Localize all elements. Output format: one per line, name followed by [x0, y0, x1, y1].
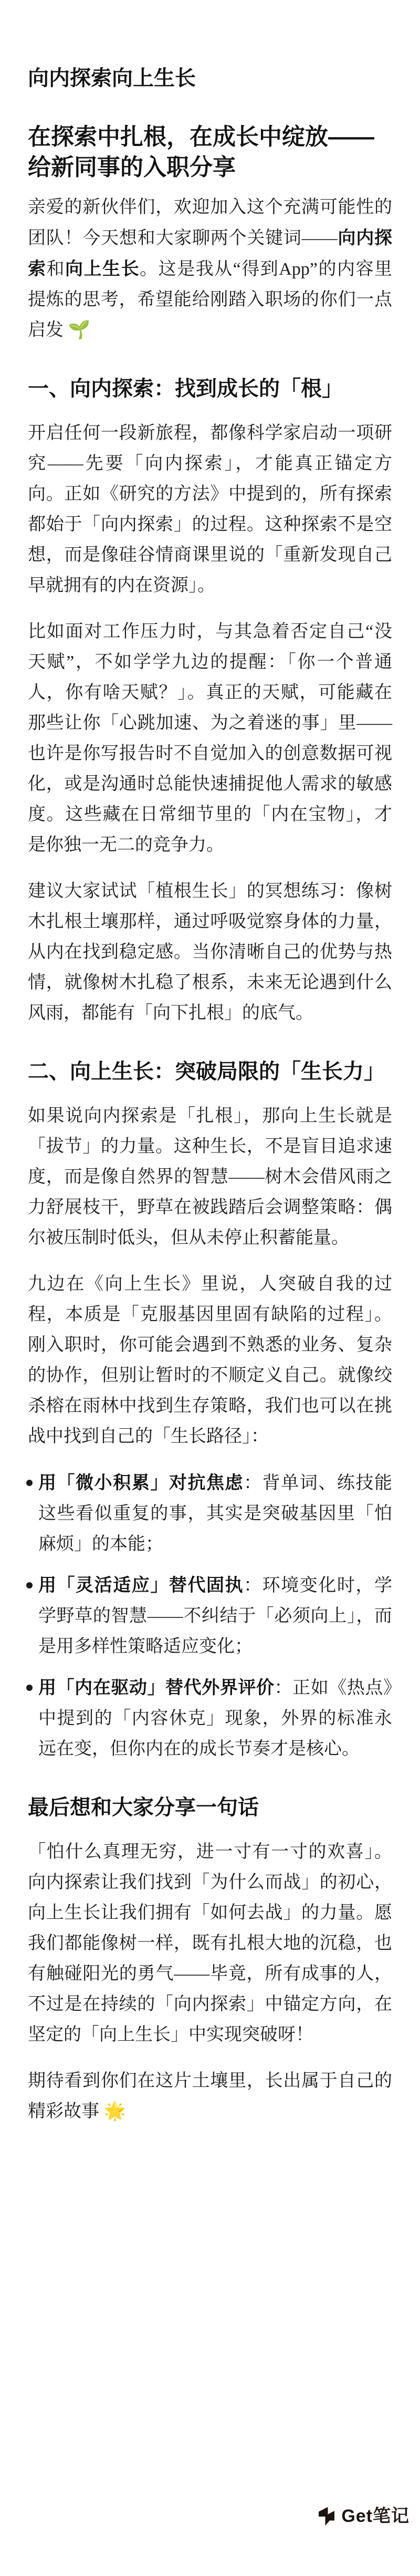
text-run: ：背单词、练技能这些看似重复的事，其实是突破基因里「怕麻烦」的本能； [38, 1473, 393, 1554]
bold-text-run: 向内探索 [28, 228, 393, 279]
text-run: 建议大家试试「植根生长」的冥想练习：像树木扎根土壤那样，通过呼吸觉察身体的力量，从内在找到稳定感。当你清晰自己的优势与热情，就像树木扎稳了根系，未来无论遇到什么风雨，都能有「向下扎根」的底气。 [28, 881, 392, 1023]
text-run: 开启任何一段新旅程，都像科学家启动一项研究——先要「向内探索」，才能真正锚定方向。正如《研究的方法》中提到的，所有探索都始于「向内探索」的过程。这种探索不是空想，而是像硅谷情商课里说的「重新发现自己早就拥有的内在资源」。 [28, 423, 392, 595]
bold-text-run: 用「灵活适应」替代固执 [38, 1575, 244, 1595]
page-title: 向内探索向上生长 [28, 67, 196, 90]
paragraph [28, 2066, 392, 2127]
list-item [38, 1673, 392, 1764]
text-run: 九边在《向上生长》里说，人突破自我的过程，本质是「克服基因里固有缺陷的过程」。刚入职时，你可能会遇到不熟悉的业务、复杂的协作，但别让暂时的不顺定义自己。就像绞杀榕在雨林中找到生存策略，我们也可以在挑战中找到自己的「生长路径」： [28, 1274, 392, 1446]
text-run: 比如面对工作压力时，与其急着否定自己“没天赋”，不如学学九边的提醒：「你一个普通人，你有啥天赋？」。真正的天赋，可能藏在那些让你「心跳加速、为之着迷的事」里——也许是你写报告时不自觉加入的创意数据可视化，或是沟通时总能快速捕捉他人需求的敏感度。这些藏在日常细节里的「内在宝物」，才是你独一无二的竞争力。 [28, 622, 392, 855]
paragraph [28, 617, 392, 860]
text-run: ：环境变化时，学学野草的智慧——不纠结于「必须向上」，而是用多样性策略适应变化； [38, 1576, 393, 1656]
brand-name: Get笔记 [341, 2506, 410, 2526]
bullet-list [28, 1468, 392, 1764]
document-subtitle: 在探索中扎根，在成长中绽放——给新同事的入职分享 [28, 124, 374, 180]
text-run: 亲爱的新伙伴们，欢迎加入这个充满可能性的团队！今天想和大家聊两个关键词—— [28, 198, 392, 248]
bold-text-run: 用「内在驱动」替代外界评价 [38, 1678, 275, 1698]
list-item [38, 1468, 392, 1560]
document-body [28, 65, 392, 2127]
paragraph [28, 876, 392, 1029]
list-item [38, 1570, 392, 1662]
section-heading: 一、向内探索：找到成长的「根」 [28, 377, 343, 400]
text-run: 期待看到你们在这片土壤里，长出属于自己的精彩故事 🌟 [28, 2071, 392, 2121]
get-notes-logo-icon [319, 2506, 334, 2527]
paragraph [28, 192, 392, 346]
text-run: ：正如《热点》中提到的「内容休克」现象，外界的标准永远在变，但你内在的成长节奏才是核心。 [38, 1678, 393, 1759]
text-run: 「怕什么真理无穷，进一寸有一寸的欢喜」。向内探索让我们找到「为什么而战」的初心，向上生长让我们拥有「如何去战」的力量。愿我们都能像树一样，既有扎根大地的沉稳，也有触碰阳光的勇气——毕竟，所有成事的人，不过是在持续的「向内探索」中锚定方向，在坚定的「向上生长」中实现突破呀！ [28, 1842, 392, 2044]
section-heading: 最后想和大家分享一句话 [28, 1796, 259, 1819]
paragraph [28, 1269, 392, 1452]
paragraph [28, 1101, 392, 1253]
text-run: 和 [46, 259, 66, 279]
paragraph [28, 1837, 392, 2050]
bold-text-run: 向上生长 [65, 259, 140, 279]
text-run: 如果说向内探索是「扎根」，那向上生长就是「拔节」的力量。这种生长，不是盲目追求速度，而是像自然界的智慧——树木会借风雨之力舒展枝干，野草在被践踏后会调整策略：偶尔被压制时低头，但从未停止积蓄能量。 [28, 1106, 392, 1248]
bold-text-run: 用「微小积累」对抗焦虑 [38, 1473, 244, 1493]
paragraph [28, 418, 392, 601]
brand-footer [319, 2506, 410, 2527]
section-heading: 二、向上生长：突破局限的「生长力」 [28, 1060, 385, 1083]
text-run: 。这是我从“得到App”的内容里提炼的思考，希望能给刚踏入职场的你们一点启发 🌱 [28, 259, 392, 340]
